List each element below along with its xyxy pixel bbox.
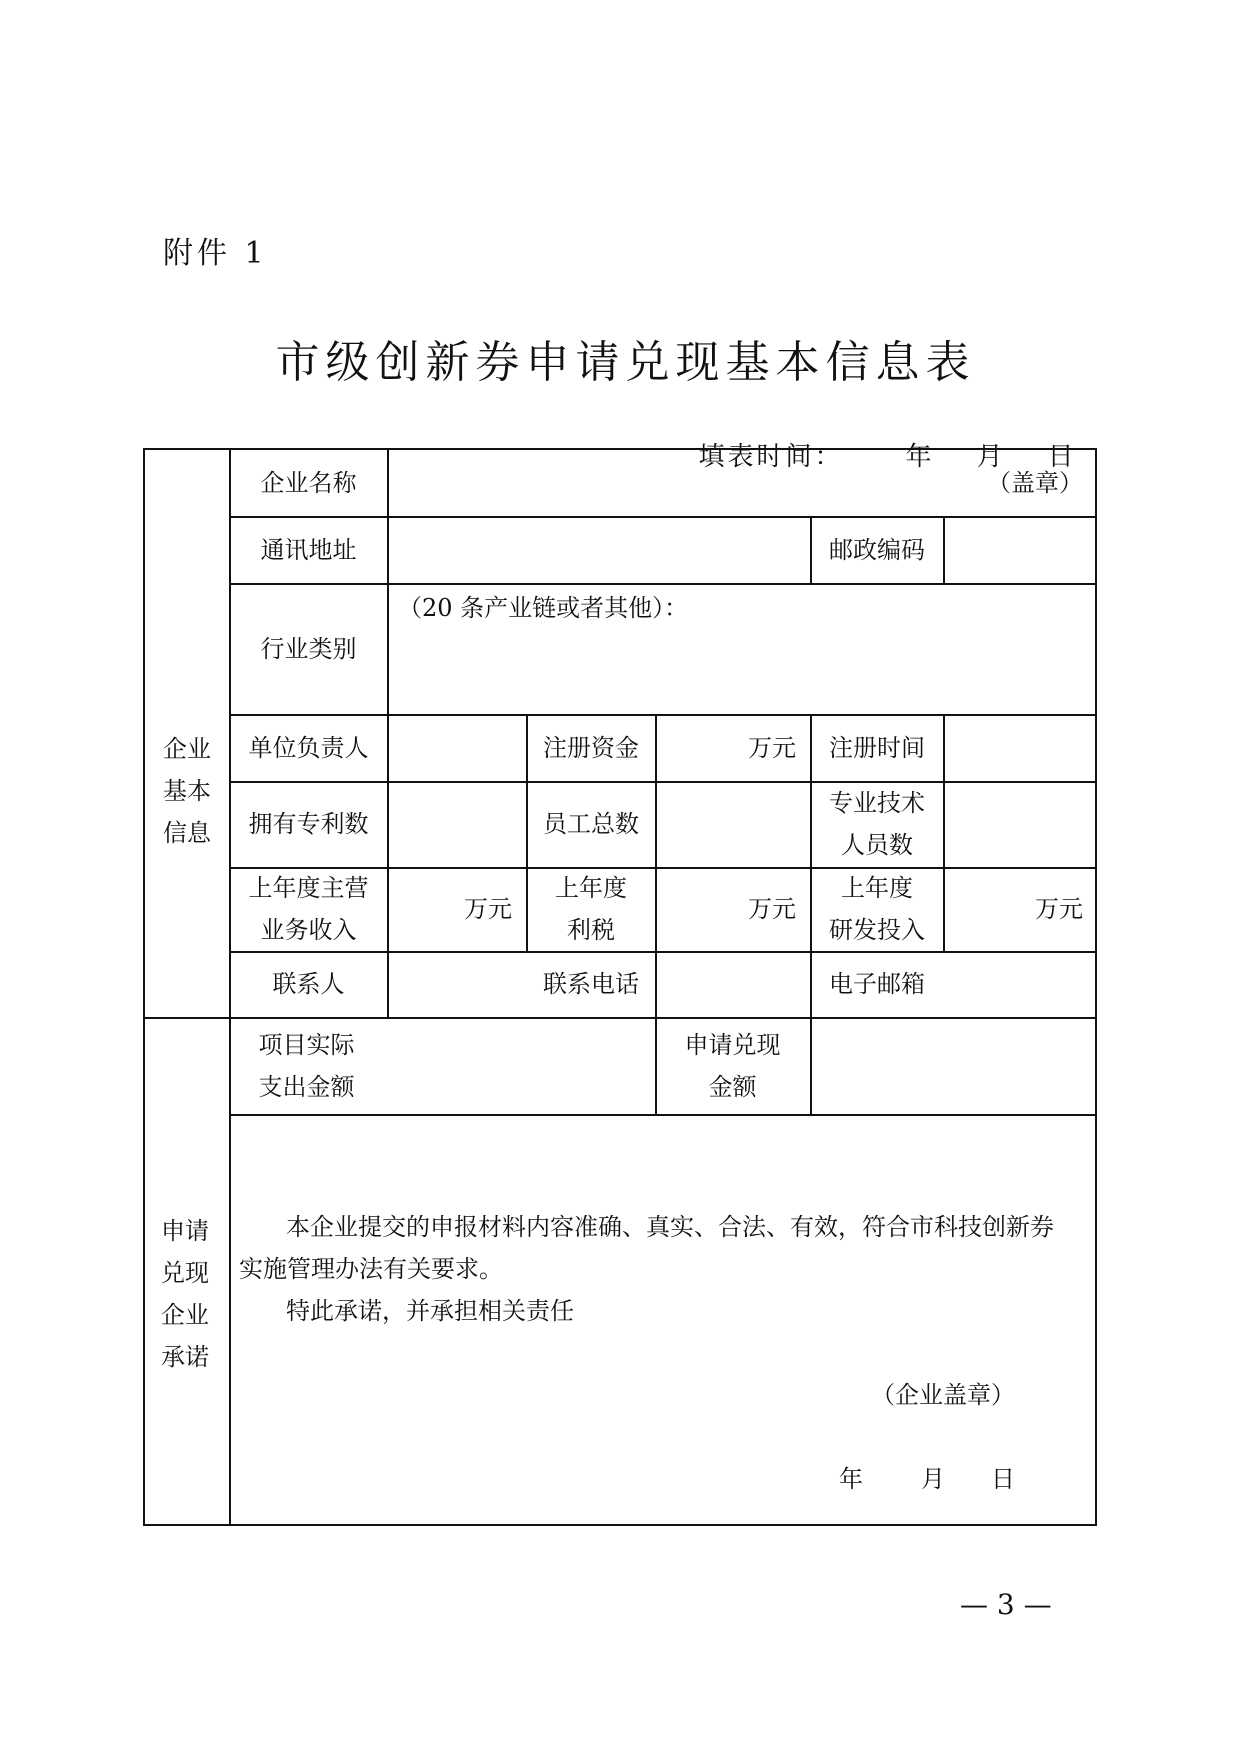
profit-tax-unit: 万元 <box>748 895 796 923</box>
main-revenue-label: 上年度主营 业务收入 <box>248 874 369 944</box>
redeem-amount-label: 申请兑现 金额 <box>684 1030 781 1101</box>
section-label-pledge: 申请 兑现 企业 承诺 <box>161 1217 209 1371</box>
actual-expense-label: 项目实际 支出金额 <box>258 1030 355 1101</box>
pledge-paragraph2: 特此承诺，并承担相关责任 <box>286 1297 574 1325</box>
company-stamp-note: （盖章） <box>987 469 1083 497</box>
pledge-date-month: 月 <box>921 1465 945 1493</box>
main-revenue-unit: 万元 <box>464 895 512 923</box>
registration-date-label: 注册时间 <box>829 733 925 762</box>
industry-label: 行业类别 <box>260 634 357 663</box>
contact-person-label: 联系人 <box>272 970 345 998</box>
contact-phone-label: 联系电话 <box>543 970 639 998</box>
pledge-paragraph-line1: 本企业提交的申报材料内容准确、真实、合法、有效，符合市科技创新券 <box>286 1213 1054 1241</box>
actual-expense-field[interactable] <box>386 1017 653 1114</box>
email-label: 电子邮箱 <box>829 970 925 998</box>
registered-capital-label: 注册资金 <box>543 733 639 762</box>
rd-investment-label: 上年度 研发投入 <box>829 874 925 944</box>
tech-staff-label: 专业技术 人员数 <box>829 789 925 859</box>
pledge-stamp-note: （企业盖章） <box>871 1381 1015 1409</box>
patents-label: 拥有专利数 <box>248 810 369 838</box>
postal-code-label: 邮政编码 <box>829 535 925 564</box>
legal-rep-label: 单位负责人 <box>248 733 369 762</box>
pledge-paragraph-line2: 实施管理办法有关要求。 <box>239 1255 503 1283</box>
registered-capital-unit: 万元 <box>748 733 796 762</box>
rd-investment-unit: 万元 <box>1035 895 1083 923</box>
fill-date-month: 月 <box>976 442 1006 472</box>
attachment-label: 附件 1 <box>163 236 268 271</box>
fill-date-label: 填表时间： <box>698 442 844 472</box>
address-label: 通讯地址 <box>260 535 357 564</box>
industry-hint: （20 条产业链或者其他）： <box>398 594 689 622</box>
pledge-date <box>839 1458 1015 1500</box>
company-name-label: 企业名称 <box>260 469 357 497</box>
redeem-amount-field[interactable] <box>811 1017 1095 1114</box>
fill-date-day: 日 <box>1047 442 1077 472</box>
fill-date-year: 年 <box>905 442 935 472</box>
profit-tax-label: 上年度 利税 <box>555 874 627 944</box>
employees-label: 员工总数 <box>543 810 639 838</box>
section-label-basic-info: 企业 基本 信息 <box>163 735 211 847</box>
page-number: — 3 — <box>960 1588 1052 1621</box>
page-title: 市级创新券申请兑现基本信息表 <box>275 337 976 388</box>
pledge-date-year: 年 <box>839 1465 863 1493</box>
pledge-date-day: 日 <box>991 1465 1015 1493</box>
